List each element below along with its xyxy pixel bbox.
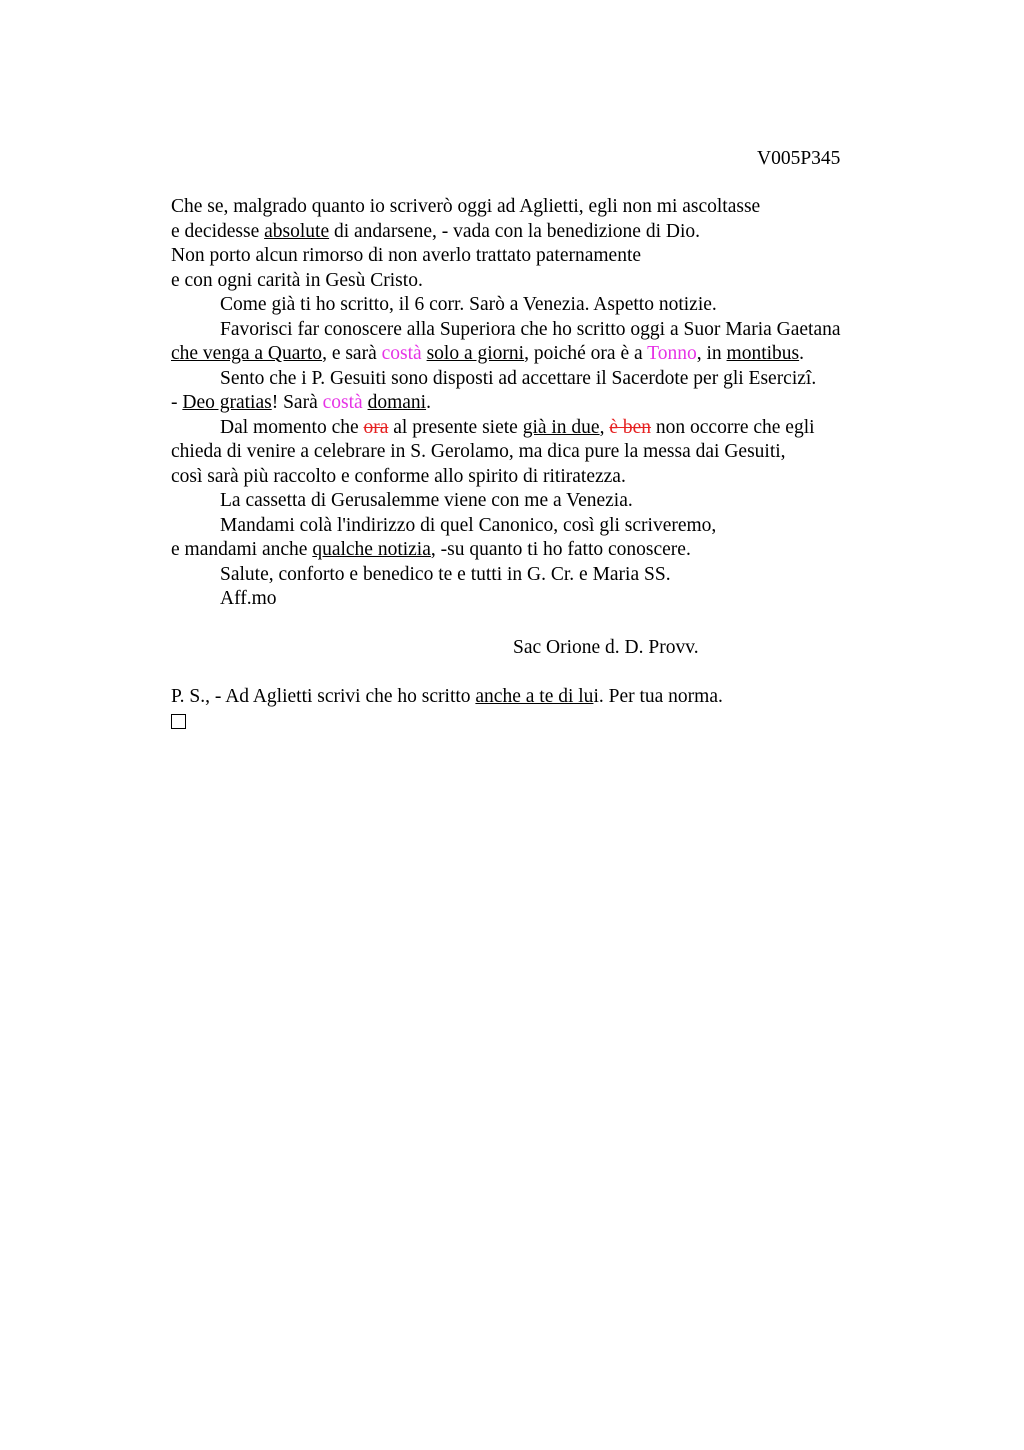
text-line bbox=[171, 244, 891, 269]
underlined-text: solo a giorni bbox=[426, 343, 525, 364]
text-line bbox=[171, 538, 891, 563]
text-segment: , e sarà bbox=[322, 343, 382, 364]
underlined-text: Deo gratias bbox=[182, 392, 272, 413]
text-segment: . bbox=[426, 392, 431, 413]
text-line bbox=[171, 563, 891, 588]
checkbox-glyph-icon bbox=[171, 714, 186, 729]
underlined-text: absolute bbox=[264, 220, 330, 242]
underlined-text: montibus bbox=[726, 343, 800, 364]
text-line bbox=[171, 465, 891, 490]
text-segment: ! Sarà bbox=[271, 392, 323, 413]
text-segment: , bbox=[599, 416, 610, 438]
text-segment: Aff.mo bbox=[220, 588, 277, 609]
strikethrough-text: ora bbox=[363, 416, 389, 438]
underlined-text: già in due bbox=[522, 416, 600, 438]
text-line bbox=[171, 220, 891, 245]
spacer bbox=[171, 612, 891, 637]
text-segment: , -su quanto ti ho fatto conoscere. bbox=[430, 539, 691, 560]
text-line bbox=[171, 342, 891, 367]
underlined-text: domani bbox=[367, 392, 427, 413]
text-segment: Favorisci far conoscere alla Superiora che ho scritto oggi a Suor Maria Gaetana bbox=[220, 318, 841, 340]
strikethrough-text: è ben bbox=[609, 416, 652, 438]
postscript bbox=[171, 685, 891, 710]
text-line bbox=[171, 367, 891, 392]
spacer bbox=[171, 661, 891, 686]
signature: Sac Orione d. D. Provv. bbox=[513, 637, 699, 658]
text-segment: chieda di venire a celebrare in S. Gerolamo, ma dica pure la messa dai Gesuiti, bbox=[171, 441, 786, 462]
text-segment: Che se, malgrado quanto io scriverò oggi ad Aglietti, egli non mi ascoltasse bbox=[171, 196, 761, 217]
text-segment: e con ogni carità in Gesù Cristo. bbox=[171, 269, 423, 291]
page-reference: V005P345 bbox=[757, 148, 841, 169]
text-line bbox=[171, 391, 891, 416]
text-line bbox=[171, 440, 891, 465]
text-segment: - bbox=[171, 392, 183, 413]
text-segment: al presente siete bbox=[388, 416, 523, 438]
underlined-text: che venga a Quarto bbox=[171, 343, 323, 364]
text-segment: di andarsene, - vada con la benedizione di Dio. bbox=[329, 220, 701, 242]
text-segment: P. S., - Ad Aglietti scrivi che ho scritto bbox=[171, 686, 476, 707]
highlighted-text: costà bbox=[322, 392, 363, 413]
underlined-text: qualche notizia bbox=[312, 539, 431, 560]
highlighted-text: costà bbox=[381, 343, 422, 364]
letter-body bbox=[171, 195, 891, 729]
highlighted-text: Tonno bbox=[647, 343, 697, 364]
text-segment: Non porto alcun rimorso di non averlo trattato paternamente bbox=[171, 245, 642, 266]
text-line bbox=[171, 514, 891, 539]
text-segment: Dal momento che bbox=[220, 416, 364, 438]
text-line bbox=[171, 318, 891, 343]
text-segment: non occorre che egli bbox=[651, 416, 815, 438]
text-segment: Come già ti ho scritto, il 6 corr. Sarò a Venezia. Aspetto notizie. bbox=[220, 294, 717, 315]
text-line bbox=[171, 416, 891, 441]
letter-lines bbox=[171, 195, 891, 612]
text-segment: i. Per tua norma. bbox=[593, 686, 723, 707]
text-segment: La cassetta di Gerusalemme viene con me a Venezia. bbox=[220, 490, 633, 511]
text-segment: Mandami colà l'indirizzo di quel Canonico, così gli scriveremo, bbox=[220, 514, 717, 536]
underlined-text: anche a te di lu bbox=[475, 686, 594, 707]
text-segment: Sento che i P. Gesuiti sono disposti ad accettare il Sacerdote per gli Esercizî. bbox=[220, 367, 817, 389]
text-line bbox=[171, 195, 891, 220]
text-segment: così sarà più raccolto e conforme allo spirito di ritiratezza. bbox=[171, 465, 626, 487]
text-segment: , poiché ora è a bbox=[524, 343, 648, 364]
text-segment: e decidesse bbox=[171, 220, 265, 242]
text-line bbox=[171, 587, 891, 612]
text-segment: e mandami anche bbox=[171, 539, 313, 560]
text-line bbox=[171, 269, 891, 294]
text-line bbox=[171, 489, 891, 514]
text-segment: Salute, conforto e benedico te e tutti in G. Cr. e Maria SS. bbox=[220, 563, 671, 585]
text-segment: , in bbox=[696, 343, 727, 364]
text-line bbox=[171, 293, 891, 318]
text-segment: . bbox=[799, 343, 804, 364]
